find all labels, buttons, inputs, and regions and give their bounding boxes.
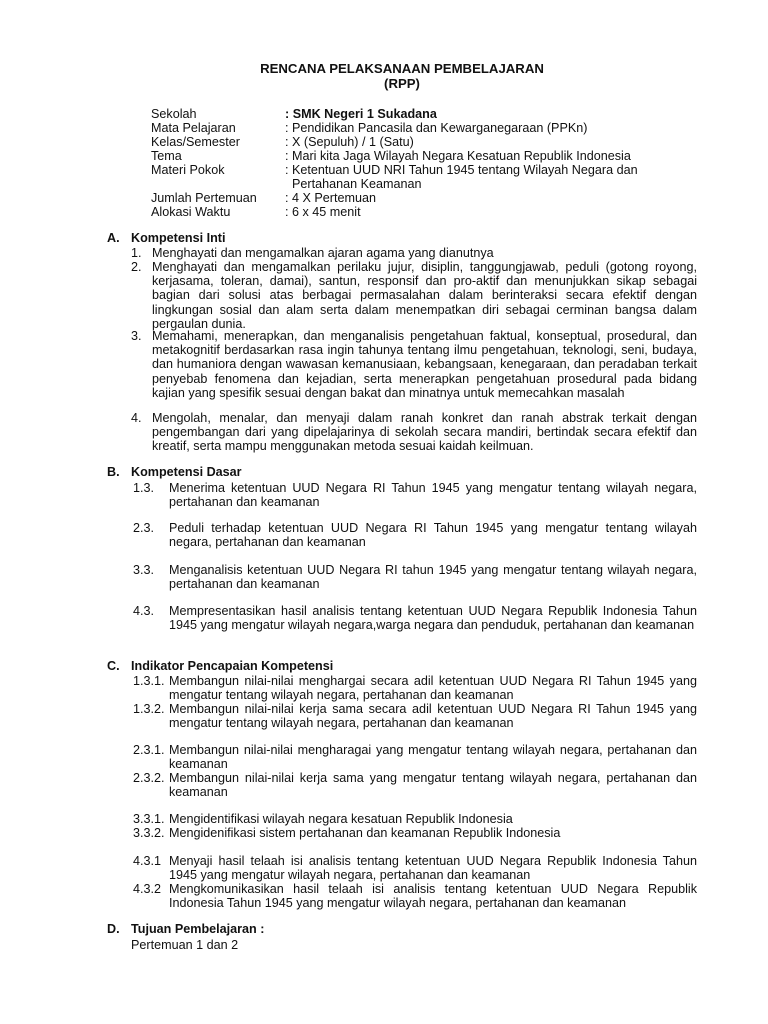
section-title: Kompetensi Inti (131, 231, 226, 245)
section-title: Kompetensi Dasar (131, 465, 242, 479)
meeting-subheading: Pertemuan 1 dan 2 (131, 938, 239, 952)
item-text: Menghayati dan mengamalkan perilaku jujur, disiplin, tanggungjawab, peduli (gotong royong, kerjasama, toleran, damai), santun, responsif dan pro-aktif dan menunjukkan sikap sebagai bagian dari solusi atas berbagai permasalahan dalam berinteraksi secara efektif dengan lingkungan sosial dan alam serta dalam menempatkan diri sebagai cerminan bangsa dalam pergaulan dunia. (152, 260, 697, 331)
identity-row-alokasi-waktu (151, 205, 711, 219)
identity-value: : 6 x 45 menit (285, 205, 361, 219)
section-title: Indikator Pencapaian Kompetensi (131, 659, 334, 673)
item-text: Mengolah, menalar, dan menyaji dalam ranah konkret dan ranah abstrak terkait dengan pengembangan dari yang dipelajarinya di sekolah secara mandiri, bertindak secara efektif dan kreatif, serta mampu menggunakan metoda sesuai kaidah keilmuan. (152, 411, 697, 454)
item-number: 3.3. (133, 563, 155, 577)
item-text: Membangun nilai-nilai kerja sama yang mengatur tentang wilayah negara, pertahanan dan keamanan (169, 771, 697, 800)
item-number: 2.3. (133, 521, 155, 535)
identity-row-sekolah (151, 107, 711, 121)
item-number: 1.3.1. (133, 674, 165, 688)
section-letter: C. (107, 659, 120, 673)
item-text: Menghayati dan mengamalkan ajaran agama yang dianutnya (152, 246, 494, 260)
item-number: 2. (131, 260, 142, 274)
item-text: Menyaji hasil telaah isi analisis tentang ketentuan UUD Negara Republik Indonesia Tahun 1945 yang mengatur wilayah negara, pertahanan dan keamanan (169, 854, 697, 883)
identity-value: : 4 X Pertemuan (285, 191, 377, 205)
identity-value: : X (Sepuluh) / 1 (Satu) (285, 135, 414, 149)
identity-label: Tema (151, 149, 182, 163)
identity-label: Alokasi Waktu (151, 205, 231, 219)
identity-value: : Pendidikan Pancasila dan Kewarganegaraan (PPKn) (285, 121, 588, 135)
identity-label: Jumlah Pertemuan (151, 191, 257, 205)
identity-value: : Mari kita Jaga Wilayah Negara Kesatuan Republik Indonesia (285, 149, 631, 163)
item-text: Menerima ketentuan UUD Negara RI Tahun 1945 yang mengatur tentang wilayah negara, pertahanan dan keamanan (169, 481, 697, 510)
identity-value: : SMK Negeri 1 Sukadana (285, 107, 437, 121)
item-text: Mengkomunikasikan hasil telaah isi analisis tentang ketentuan UUD Negara Republik Indonesia Tahun 1945 yang mengatur wilayah negara, pertahanan dan keamanan (169, 882, 697, 911)
item-number: 3.3.1. (133, 812, 165, 826)
section-letter: B. (107, 465, 120, 479)
section-title: Tujuan Pembelajaran : (131, 922, 265, 936)
identity-row-tema (151, 149, 711, 163)
identity-label: Materi Pokok (151, 163, 225, 177)
document-subtitle: (RPP) (384, 76, 420, 91)
item-text: Menganalisis ketentuan UUD Negara RI tahun 1945 yang mengatur tentang wilayah negara, pertahanan dan keamanan (169, 563, 697, 592)
identity-value-continued: Pertahanan Keamanan (292, 177, 422, 191)
identity-row-mata-pelajaran (151, 121, 711, 135)
item-text: Mengidenifikasi sistem pertahanan dan keamanan Republik Indonesia (169, 826, 561, 840)
item-text: Mengidentifikasi wilayah negara kesatuan Republik Indonesia (169, 812, 513, 826)
item-number: 2.3.2. (133, 771, 165, 785)
section-b-heading (107, 465, 242, 480)
identity-label: Mata Pelajaran (151, 121, 236, 135)
section-letter: A. (107, 231, 120, 245)
item-text: Mempresentasikan hasil analisis tentang ketentuan UUD Negara Republik Indonesia Tahun 1945 yang mengatur wilayah negara,warga negara dan penduduk, pertahanan dan keamanan (169, 604, 697, 633)
identity-row-materi-pokok (151, 163, 711, 177)
item-text: Memahami, menerapkan, dan menganalisis pengetahuan faktual, konseptual, prosedural, dan metakognitif berdasarkan rasa ingin tahunya tentang ilmu pengetahuan, teknologi, seni, budaya, dan humaniora dengan wawasan kemanusiaan, kebangsaan, kenegaraan, dan peradaban terkait penyebab fenomena dan kejadian, serta menerapkan pengetahuan prosedural pada bidang kajian yang spesifik sesuai dengan bakat dan minatnya untuk memecahkan masalah (152, 329, 697, 400)
item-text: Membangun nilai-nilai menghargai secara adil ketentuan UUD Negara RI Tahun 1945 yang mengatur tentang wilayah negara, pertahanan dan keamanan (169, 674, 697, 703)
identity-row-kelas-semester (151, 135, 711, 149)
item-text: Peduli terhadap ketentuan UUD Negara RI Tahun 1945 yang mengatur tentang wilayah negara, pertahanan dan keamanan (169, 521, 697, 550)
section-letter: D. (107, 922, 120, 936)
section-d-heading (107, 922, 264, 937)
document-title: RENCANA PELAKSANAAN PEMBELAJARAN (260, 61, 544, 76)
item-number: 4.3.2 (133, 882, 162, 896)
item-number: 1. (131, 246, 142, 260)
item-number: 1.3.2. (133, 702, 165, 716)
item-number: 3.3.2. (133, 826, 165, 840)
item-number: 2.3.1. (133, 743, 165, 757)
item-text: Membangun nilai-nilai mengharagai yang mengatur tentang wilayah negara, pertahanan dan keamanan (169, 743, 697, 772)
identity-row-jumlah-pertemuan (151, 191, 711, 205)
item-text: Membangun nilai-nilai kerja sama secara adil ketentuan UUD Negara RI Tahun 1945 yang mengatur tentang wilayah negara, pertahanan dan keamanan (169, 702, 697, 731)
identity-value: : Ketentuan UUD NRI Tahun 1945 tentang Wilayah Negara dan (285, 163, 638, 177)
section-a-heading (107, 231, 225, 246)
identity-row-materi-pokok-cont (151, 177, 711, 191)
item-number: 1.3. (133, 481, 155, 495)
item-number: 4.3. (133, 604, 155, 618)
identity-label: Kelas/Semester (151, 135, 240, 149)
item-number: 3. (131, 329, 142, 343)
item-number: 4.3.1 (133, 854, 162, 868)
identity-label: Sekolah (151, 107, 197, 121)
section-c-heading (107, 659, 333, 674)
item-number: 4. (131, 411, 142, 425)
